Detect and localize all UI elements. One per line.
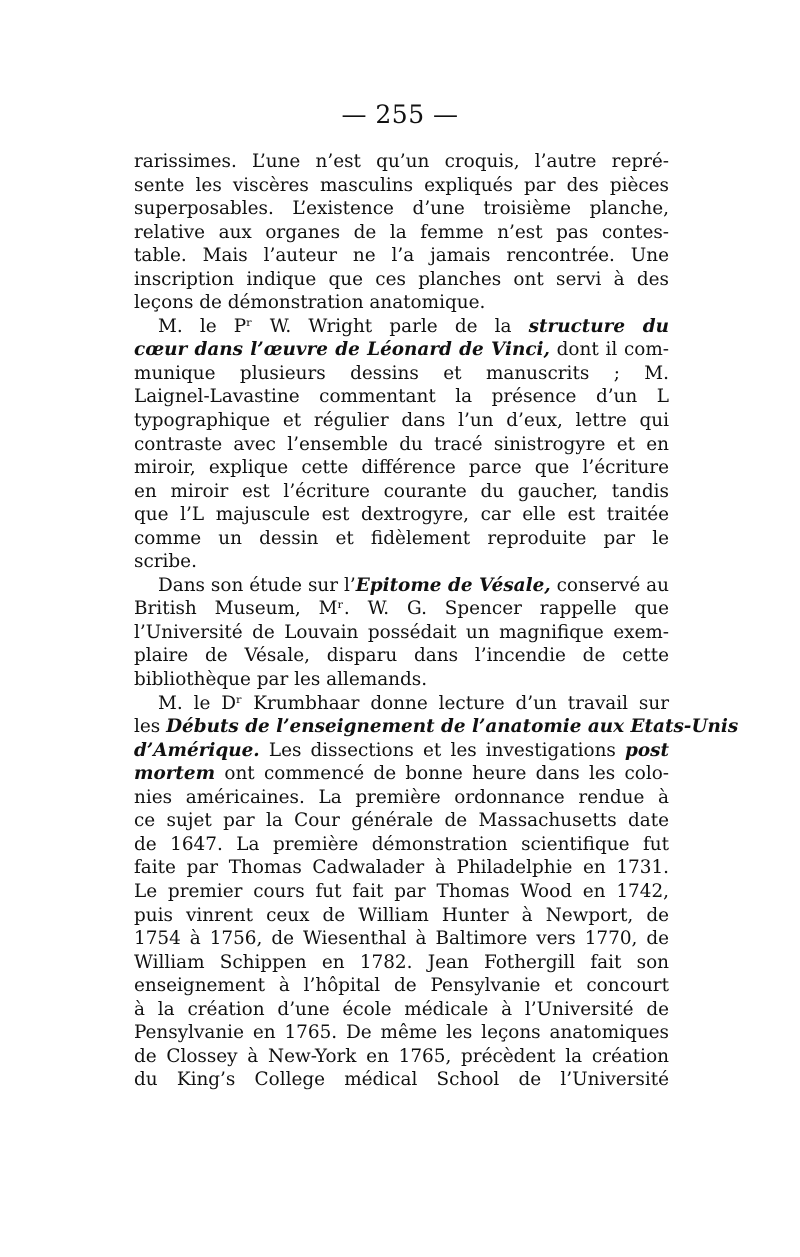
text-segment: plaire de Vésale, disparu dans l’incendie de cette <box>134 645 669 667</box>
text-segment: munique plusieurs dessins et manuscrits ; M. <box>134 362 669 384</box>
text-line <box>134 1068 669 1092</box>
text-line <box>134 550 669 574</box>
text-line <box>134 1045 669 1069</box>
text-segment: ce sujet par la Cour générale de Massachusetts date <box>134 810 669 832</box>
text-segment: comme un dessin et fidèlement reproduite par le <box>134 527 669 549</box>
text-line <box>134 786 669 810</box>
text-segment: Le premier cours fut fait par Thomas Wood en 1742, <box>134 880 669 902</box>
text-segment: rarissimes. L’une n’est qu’un croquis, l’autre repré- <box>134 151 669 172</box>
text-line <box>134 315 669 339</box>
text-line <box>134 409 669 433</box>
text-line <box>134 150 669 174</box>
text-segment: 1754 à 1756, de Wiesenthal à Baltimore vers 1770, de <box>134 928 669 950</box>
text-line <box>134 480 669 504</box>
text-segment: M. le Dʳ Krumbhaar donne lecture d’un travail sur <box>158 692 669 714</box>
italic-title: structure du <box>528 315 669 337</box>
text-segment: table. Mais l’auteur ne l’a jamais rencontrée. Une <box>134 245 669 267</box>
italic-term: post <box>625 739 669 761</box>
text-line <box>134 456 669 480</box>
italic-title: cœur dans l’œuvre de Léonard de Vinci, <box>134 339 550 361</box>
text-segment: bibliothèque par les allemands. <box>134 669 428 691</box>
text-segment: M. le Pʳ W. Wright parle de la <box>158 315 529 337</box>
text-line <box>134 385 669 409</box>
text-line <box>134 291 669 315</box>
text-segment: Les dissections et les investigations <box>259 739 626 761</box>
italic-title: mortem <box>134 763 216 785</box>
text-line <box>134 644 669 668</box>
text-segment: Laignel-Lavastine commentant la présence d’un L <box>134 386 669 408</box>
body-text <box>134 150 739 1092</box>
text-line <box>134 503 669 527</box>
italic-title: Débuts de l’enseignement de l’anatomie aux Etats-Unis <box>166 716 739 738</box>
text-line <box>134 833 669 857</box>
text-segment: miroir, explique cette différence parce que l’écriture <box>134 457 669 479</box>
text-segment: les <box>134 716 167 738</box>
text-line <box>134 244 669 268</box>
text-segment: leçons de démonstration anatomique. <box>134 292 486 314</box>
italic-title: Epitome de Vésale, <box>355 574 551 596</box>
text-line <box>134 597 669 621</box>
text-segment: puis vinrent ceux de William Hunter à Newport, de <box>134 904 669 926</box>
text-line <box>134 762 669 786</box>
text-segment: de Clossey à New-York en 1765, précèdent la création <box>134 1045 669 1067</box>
text-segment: dont il com- <box>549 339 670 361</box>
text-segment: inscription indique que ces planches ont servi à des <box>134 268 669 290</box>
text-line <box>134 692 669 716</box>
text-segment: enseignement à l’hôpital de Pensylvanie et concourt <box>134 975 669 997</box>
text-segment: superposables. L’existence d’une troisième planche, <box>134 198 669 220</box>
text-line <box>134 574 669 598</box>
text-line <box>134 739 669 763</box>
text-line <box>134 1021 669 1045</box>
text-segment: William Schippen en 1782. Jean Fothergill fait son <box>134 951 669 973</box>
text-segment: conservé au <box>550 574 669 596</box>
text-segment: de 1647. La première démonstration scientifique fut <box>134 833 669 855</box>
text-line <box>134 856 669 880</box>
text-line <box>134 268 669 292</box>
text-segment: British Museum, Mʳ. W. G. Spencer rappelle que <box>134 598 669 620</box>
text-segment: typographique et régulier dans l’un d’eux, lettre qui <box>134 410 669 432</box>
text-line <box>134 197 669 221</box>
text-segment: sente les viscères masculins expliqués par des pièces <box>134 174 669 196</box>
text-line <box>134 998 669 1022</box>
text-segment: Pensylvanie en 1765. De même les leçons anatomiques <box>134 1022 669 1044</box>
text-segment: relative aux organes de la femme n’est pas contes- <box>134 221 669 243</box>
text-line <box>134 338 669 362</box>
text-line <box>134 927 669 951</box>
text-segment: faite par Thomas Cadwalader à Philadelphie en 1731. <box>134 857 669 879</box>
text-segment: ont commencé de bonne heure dans les colo- <box>215 763 669 785</box>
text-segment: à la création d’une école médicale à l’Université de <box>134 998 669 1020</box>
text-segment: que l’L majuscule est dextrogyre, car elle est traitée <box>134 504 669 526</box>
text-line <box>134 362 669 386</box>
text-line <box>134 433 669 457</box>
italic-title: d’Amérique. <box>134 739 260 761</box>
text-segment: scribe. <box>134 551 197 573</box>
text-line <box>134 621 669 645</box>
text-segment: en miroir est l’écriture courante du gaucher, tandis <box>134 480 669 502</box>
text-line <box>134 880 669 904</box>
text-segment: l’Université de Louvain possédait un magnifique exem- <box>134 621 669 643</box>
text-segment: du King’s College médical School de l’Université <box>134 1069 669 1091</box>
text-line <box>134 715 739 739</box>
page-number: — 255 — <box>341 100 459 129</box>
text-line <box>134 668 669 692</box>
text-line <box>134 809 669 833</box>
text-line <box>134 527 669 551</box>
text-segment: Dans son étude sur l’ <box>158 574 356 596</box>
text-line <box>134 904 669 928</box>
text-line <box>134 951 669 975</box>
text-line <box>134 221 669 245</box>
text-line <box>134 174 669 198</box>
text-line <box>134 974 669 998</box>
text-segment: nies américaines. La première ordonnance rendue à <box>134 786 669 808</box>
text-segment: contraste avec l’ensemble du tracé sinistrogyre et en <box>134 433 669 455</box>
